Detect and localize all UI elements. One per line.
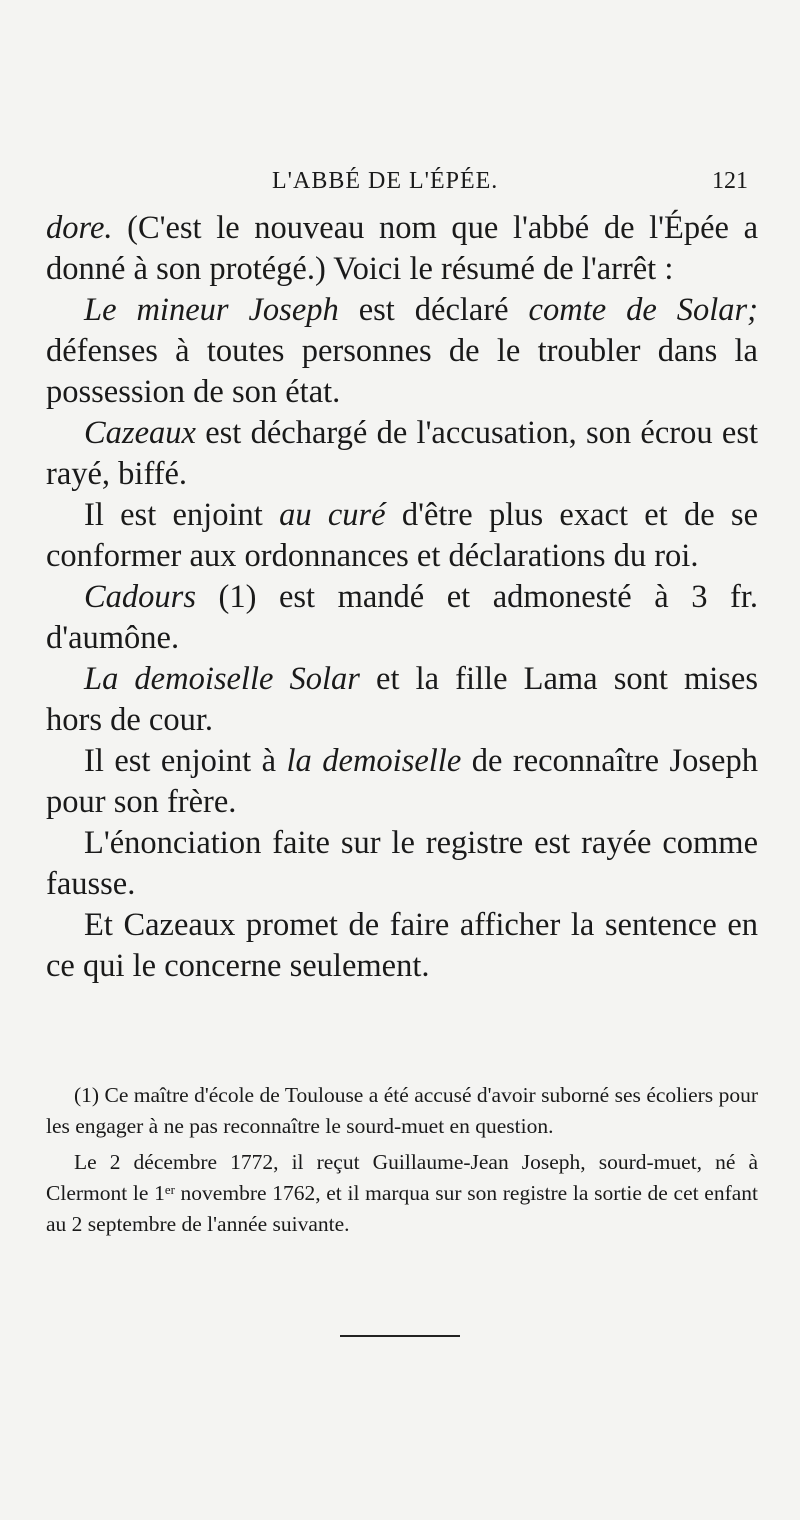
paragraph-2 <box>46 290 758 413</box>
paragraph-4 <box>46 495 758 577</box>
footnote-1: (1) Ce maître d'école de Toulouse a été accusé d'avoir suborné ses écoliers pour les engager à ne pas reconnaître le sourd-muet en question. <box>46 1083 758 1138</box>
italic-text: Cazeaux <box>84 415 196 451</box>
italic-text: la demoiselle <box>286 743 462 779</box>
paragraph-8: L'énonciation faite sur le registre est rayée comme fausse. <box>46 825 758 902</box>
italic-text: dore. <box>46 210 113 246</box>
italic-text: Cadours <box>84 579 196 615</box>
paragraph-text: d'être plus exact et de se conformer aux ordonnances et déclarations du roi. <box>46 497 759 574</box>
body-text <box>46 208 758 987</box>
superscript: er <box>164 1183 175 1198</box>
paragraph-6 <box>46 659 758 741</box>
paragraph-text: Il est enjoint à <box>84 743 287 779</box>
paragraph-5 <box>46 577 758 659</box>
italic-text: au curé <box>279 497 386 533</box>
italic-text: Le mineur Joseph <box>84 292 339 328</box>
paragraph-text: de reconnaître Joseph pour son frère. <box>46 743 758 820</box>
running-head <box>0 168 800 208</box>
paragraph-3 <box>46 413 758 495</box>
paragraph-text: défenses à toutes personnes de le troubler dans la possession de son état. <box>46 333 758 410</box>
section-divider <box>340 1335 460 1337</box>
page-number: 121 <box>712 168 748 194</box>
paragraph-text: est déclaré <box>338 292 529 328</box>
paragraph-7 <box>46 741 758 823</box>
paragraph-text: est déchargé de l'accusation, son écrou est rayé, biffé. <box>46 415 758 492</box>
italic-text: La demoiselle Solar <box>84 661 360 697</box>
running-title: L'ABBÉ DE L'ÉPÉE. <box>272 168 499 194</box>
paragraph-9: Et Cazeaux promet de faire afficher la sentence en ce qui le concerne seulement. <box>46 907 758 984</box>
footnote-text: Le 2 décembre 1772, il reçut Guillaume-Jean Joseph, sourd-muet, né à Clermont le 1 <box>46 1150 758 1205</box>
italic-text: comte de Solar; <box>528 292 758 328</box>
footnote-2 <box>46 1147 758 1240</box>
paragraph-text: (1) est mandé et admonesté à 3 fr. d'aumône. <box>46 579 758 656</box>
paragraph-1 <box>46 208 758 290</box>
footnotes <box>46 1080 758 1240</box>
paragraph-text: et la fille Lama sont mises hors de cour. <box>46 661 759 738</box>
paragraph-text: (C'est le nouveau nom que l'abbé de l'Épée a donné à son protégé.) Voici le résumé de l'arrêt : <box>46 210 758 287</box>
paragraph-text: Il est enjoint <box>84 497 280 533</box>
footnote-text: novembre 1762, et il marqua sur son registre la sortie de cet enfant au 2 septembre de l'année suivante. <box>46 1181 758 1236</box>
